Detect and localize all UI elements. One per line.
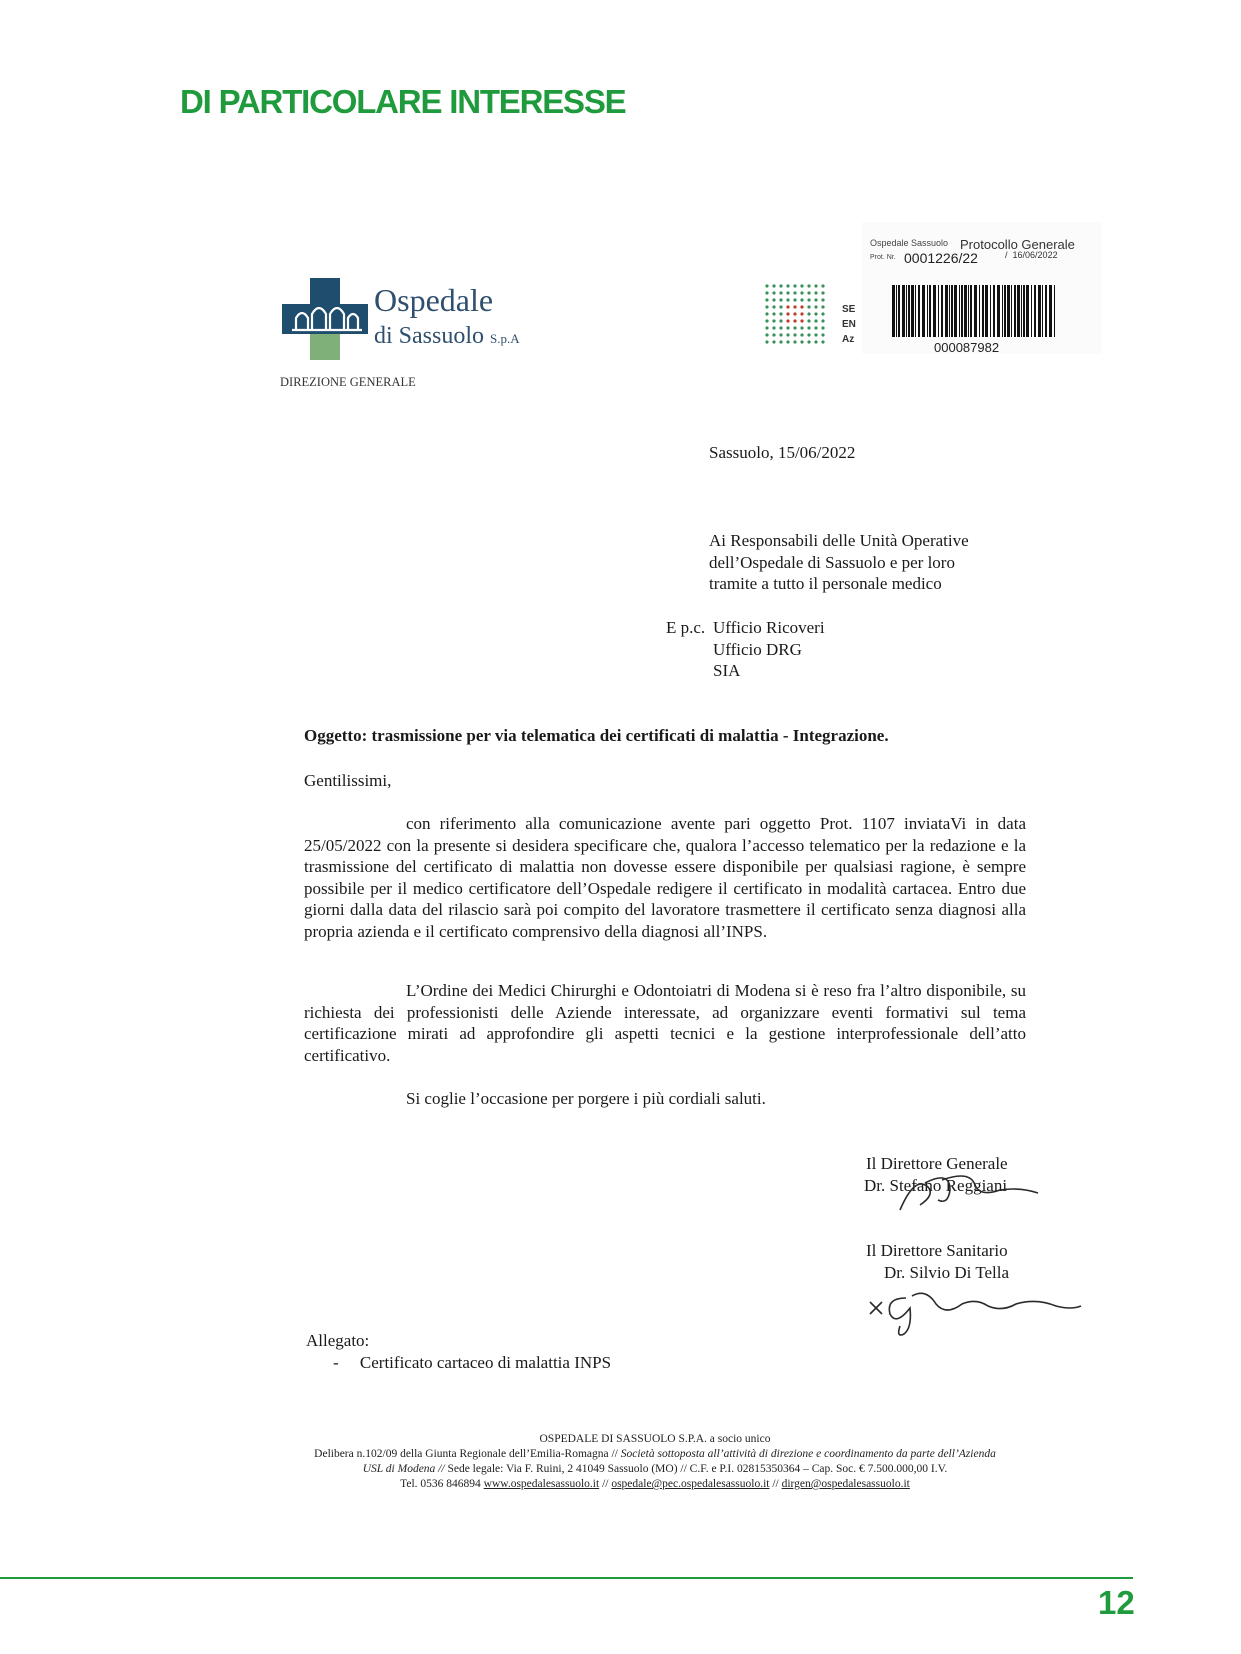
website-link[interactable]: www.ospedalesassuolo.it bbox=[483, 1478, 600, 1490]
protocol-prefix: Prot. Nr. bbox=[870, 254, 896, 261]
closing-line: Si coglie l’occasione per porgere i più cordiali saluti. bbox=[406, 1089, 766, 1108]
protocol-org: Ospedale Sassuolo bbox=[870, 238, 949, 248]
recipients-block bbox=[709, 530, 969, 595]
footer-line3: USL di Modena // Sede legale: Via F. Ruini, 2 41049 Sassuolo (MO) // C.F. e P.I. 02815350364 – Cap. Soc. € 7.500.000,00 I.V. bbox=[362, 1463, 948, 1475]
hospital-logo-icon bbox=[282, 278, 368, 360]
pec-email-link[interactable]: ospedale@pec.ospedalesassuolo.it bbox=[611, 1478, 770, 1490]
footer-contacts: Tel. 0536 846894 www.ospedalesassuolo.it // ospedale@pec.ospedalesassuolo.it // dirgen@ospedalesassuolo.it bbox=[400, 1478, 910, 1490]
recipient-line: dell’Ospedale di Sassuolo e per loro bbox=[709, 552, 955, 572]
letter-subject: Oggetto: trasmissione per via telematica dei certificati di malattia - Integrazione. bbox=[304, 726, 889, 745]
signature-2-icon bbox=[866, 1268, 1086, 1338]
protocol-label: Protocollo Generale bbox=[960, 237, 1075, 252]
page-section-title: DI PARTICOLARE INTERESSE bbox=[180, 83, 626, 120]
barcode-number: 000087982 bbox=[934, 340, 1000, 355]
dot-matrix-logo-icon bbox=[764, 283, 826, 345]
dirgen-email-link[interactable]: dirgen@ospedalesassuolo.it bbox=[781, 1478, 910, 1490]
cc-line: Ufficio Ricoveri bbox=[713, 618, 825, 637]
signer2-name: Dr. Silvio Di Tella bbox=[884, 1263, 1010, 1282]
logo-name-line1: Ospedale bbox=[374, 282, 494, 318]
footer-company: OSPEDALE DI SASSUOLO S.P.A. a socio unico bbox=[539, 1433, 771, 1445]
recipient-line: tramite a tutto il personale medico bbox=[709, 574, 942, 593]
signer2-title: Il Direttore Sanitario bbox=[866, 1241, 1008, 1260]
cc-line: SIA bbox=[713, 661, 741, 680]
barcode-icon bbox=[892, 285, 1057, 337]
footer-line2: Delibera n.102/09 della Giunta Regionale dell’Emilia-Romagna // Società sottoposta all’attività di direzione e coordinamento da parte dell’Azienda bbox=[314, 1448, 996, 1460]
department-label: DIREZIONE GENERALE bbox=[280, 375, 416, 389]
page-number: 12 bbox=[1098, 1584, 1135, 1621]
protocol-date: / 16/06/2022 bbox=[1005, 250, 1058, 260]
place-date: Sassuolo, 15/06/2022 bbox=[709, 443, 856, 462]
body-paragraph-1: con riferimento alla comunicazione avente pari oggetto Prot. 1107 inviataVi in data 25/05/2022 con la presente si desidera specificare che, qualora l’accesso telematico per la redazione e la trasmissione del certificato di malattia non dovesse essere disponibile per qualsiasi ragione, è sempre possibile per il medico certificatore dell’Ospedale redigere il certificato in modalità cartacea. Entro due giorni dalla data del rilascio sarà poi compito del lavoratore trasmettere il certificato senza diagnosi alla propria azienda e il certificato comprensivo della diagnosi all’INPS. bbox=[304, 814, 1026, 941]
cc-line: Ufficio DRG bbox=[713, 639, 802, 659]
protocol-number: 0001226/22 bbox=[904, 250, 978, 266]
signer1-title: Il Direttore Generale bbox=[866, 1154, 1008, 1173]
signature-1-icon bbox=[880, 1165, 1040, 1215]
body-paragraph-2: L’Ordine dei Medici Chirurghi e Odontoiatri di Modena si è reso fra l’altro disponibile, su richiesta dei professionisti delle Aziende interessate, ad organizzare eventi formativi sul tema certificazione mirati ad approfondire gli aspetti tecnici e la gestione interprofessionale dell’atto certificativo. bbox=[304, 981, 1026, 1065]
cc-block bbox=[713, 617, 825, 682]
attachment-item: - Certificato cartaceo di malattia INPS bbox=[333, 1353, 612, 1372]
footer-divider bbox=[0, 1577, 1133, 1579]
cc-prefix: E p.c. bbox=[666, 618, 706, 637]
attachment-label: Allegato: bbox=[306, 1331, 370, 1350]
salutation: Gentilissimi, bbox=[304, 771, 392, 790]
dot-matrix-logo-text: SE EN Az bbox=[842, 304, 856, 345]
letterhead-footer bbox=[240, 1432, 1070, 1492]
signer1-name: Dr. Stefano Reggiani bbox=[864, 1176, 1008, 1195]
recipient-line: Ai Responsabili delle Unità Operative bbox=[709, 531, 969, 550]
logo-name-line2: di Sassuolo S.p.A bbox=[374, 323, 520, 349]
